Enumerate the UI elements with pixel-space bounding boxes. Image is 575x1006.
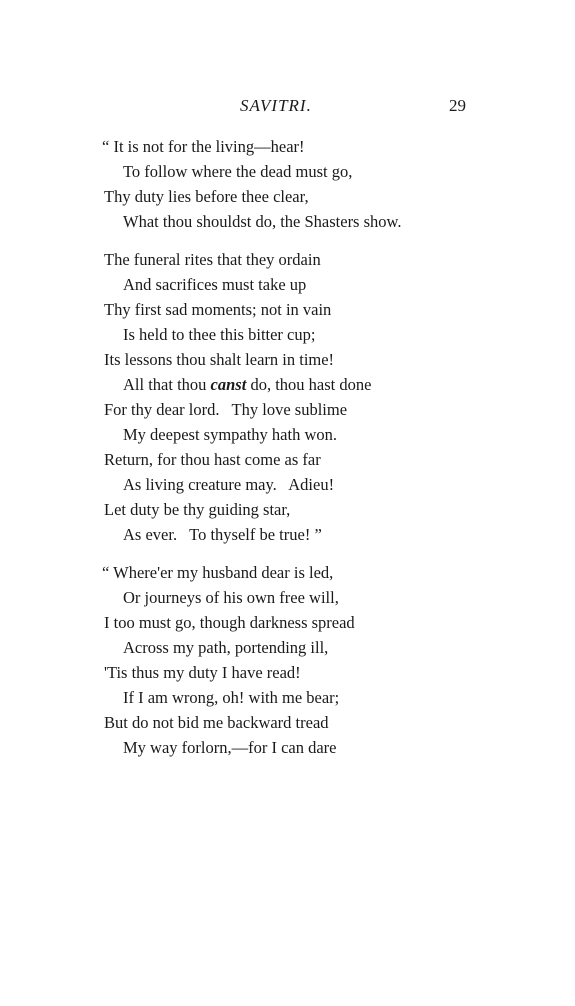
poem-line: Return, for thou hast come as far [104,450,321,469]
poem-line: Across my path, portending ill, [123,638,329,657]
poem-line: To follow where the dead must go, [123,162,353,181]
poem-line: If I am wrong, oh! with me bear; [123,688,340,707]
running-title: SAVITRI. [240,96,312,115]
line-segment: All that thou [123,375,207,394]
poem-line-with-emphasis [0,372,575,397]
poem-line: I too must go, though darkness spread [104,613,355,632]
poem-line: What thou shouldst do, the Shasters show. [123,212,402,231]
poem-line: The funeral rites that they ordain [104,250,321,269]
poem-line: 'Tis thus my duty I have read! [104,663,301,682]
poem-line: As living creature may. Adieu! [123,475,335,494]
poem-line: For thy dear lord. Thy love sublime [104,400,348,419]
poem-line: My way forlorn,—for I can dare [123,738,337,757]
poem-line: “ Where'er my husband dear is led, [102,563,334,582]
poem-line: But do not bid me backward tread [104,713,329,732]
poem-body [0,134,575,774]
poem-line: Or journeys of his own free will, [123,588,339,607]
poem-line: Thy duty lies before thee clear, [104,187,309,206]
stanza-2 [0,247,575,547]
poem-line: “ It is not for the living—hear! [102,137,305,156]
poem-line: As ever. To thyself be true! ” [123,525,322,544]
poem-line: Is held to thee this bitter cup; [123,325,316,344]
page-number: 29 [449,96,466,115]
poem-line: Let duty be thy guiding star, [104,500,291,519]
running-head [0,96,575,120]
poem-line: My deepest sympathy hath won. [123,425,338,444]
poem-line: Thy first sad moments; not in vain [104,300,332,319]
emphasized-word: canst [210,375,247,394]
stanza-3 [0,560,575,760]
poem-line: And sacrifices must take up [123,275,307,294]
stanza-1 [0,134,575,234]
poem-line: Its lessons thou shalt learn in time! [104,350,335,369]
line-segment: do, thou hast done [250,375,372,394]
